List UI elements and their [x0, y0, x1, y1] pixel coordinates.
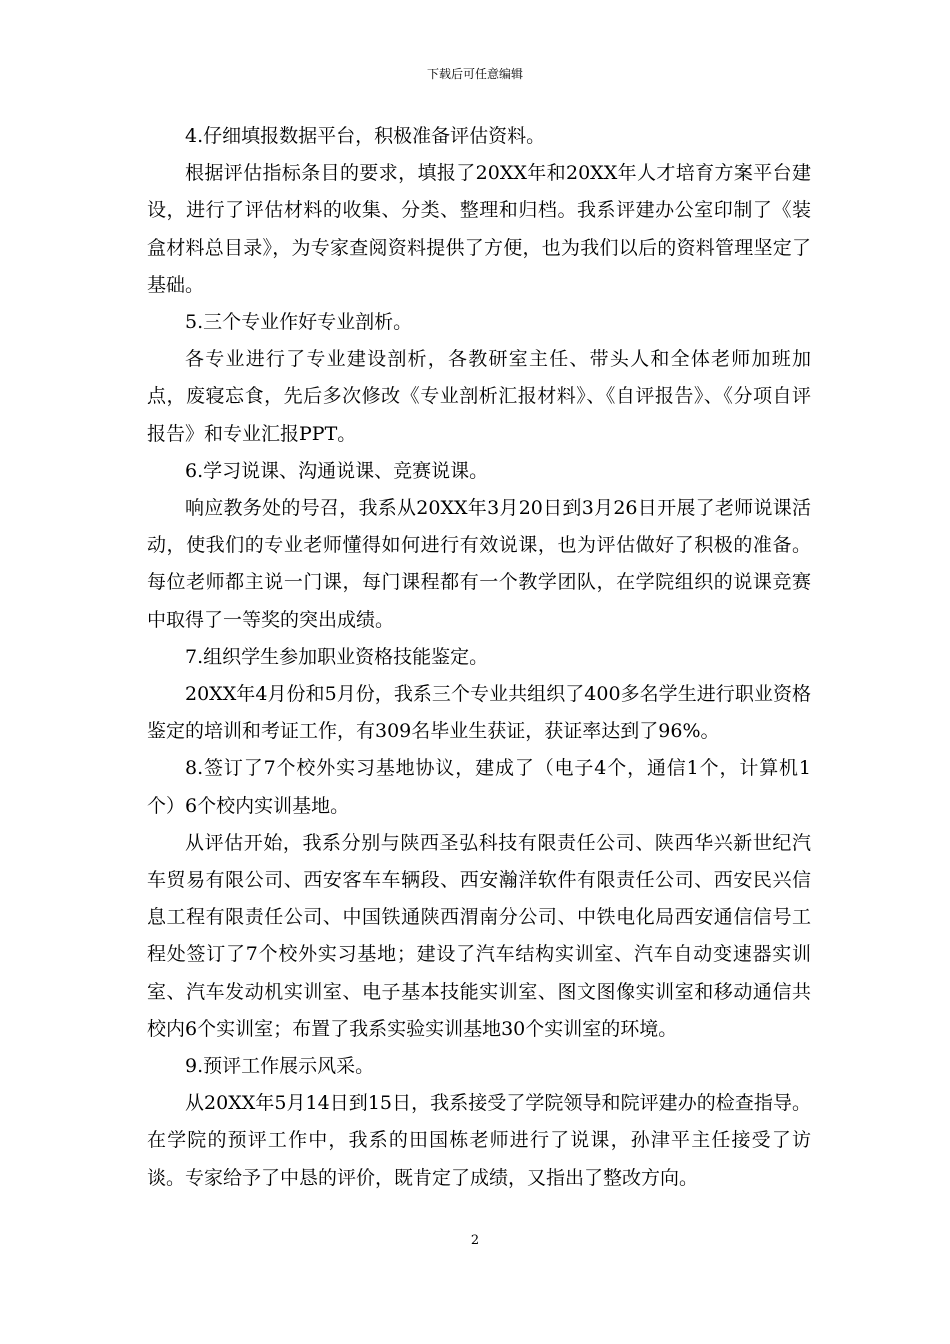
paragraph-item-6: 响应教务处的号召，我系从20XX年3月20日到3月26日开展了老师说课活动，使我们的专业老师懂得如何进行有效说课，也为评估做好了积极的准备。每位老师都主说一门课，每门课程都有一个教学团队，在学院组织的说课竞赛中取得了一等奖的突出成绩。 [147, 497, 811, 631]
paragraph-item-7: 20XX年4月份和5月份，我系三个专业共组织了400多名学生进行职业资格鉴定的培训和考证工作，有309名毕业生获证，获证率达到了96%。 [147, 683, 811, 743]
heading-item-5: 5.三个专业作好专业剖析。 [185, 311, 413, 334]
heading-item-6: 6.学习说课、沟通说课、竞赛说课。 [185, 459, 489, 482]
page-number: 2 [470, 1233, 480, 1248]
paragraph-item-5: 各专业进行了专业建设剖析，各教研室主任、带头人和全体老师加班加点，废寝忘食，先后多次修改《专业剖析汇报材料》、《自评报告》、《分项自评报告》和专业汇报PPT。 [147, 348, 811, 445]
heading-item-7: 7.组织学生参加职业资格技能鉴定。 [185, 645, 489, 668]
paragraph-item-9: 从20XX年5月14日到15日，我系接受了学院领导和院评建办的检查指导。在学院的预评工作中，我系的田国栋老师进行了说课，孙津平主任接受了访谈。专家给予了中恳的评价，既肯定了成绩，又指出了整改方向。 [147, 1092, 811, 1189]
heading-item-4: 4.仔细填报数据平台，积极准备评估资料。 [185, 125, 546, 147]
heading-item-8: 8.签订了7个校外实习基地协议，建成了（电子4个，通信1个，计算机1个）6个校内实训基地。 [147, 757, 811, 817]
paragraph-item-8: 从评估开始，我系分别与陕西圣弘科技有限责任公司、陕西华兴新世纪汽车贸易有限公司、西安客车车辆段、西安瀚洋软件有限责任公司、西安民兴信息工程有限责任公司、中国铁通陕西渭南分公司、中铁电化局西安通信信号工程处签订了7个校外实习基地；建设了汽车结构实训室、汽车自动变速器实训室、汽车发动机实训室、电子基本技能实训室、图文图像实训室和移动通信共校内6个实训室；布置了我系实验实训基地30个实训室的环境。 [147, 831, 811, 1040]
heading-item-9: 9.预评工作展示风采。 [185, 1055, 375, 1078]
document-body [147, 118, 811, 1197]
paragraph-item-4: 根据评估指标条目的要求，填报了20XX年和20XX年人才培育方案平台建设，进行了评估材料的收集、分类、整理和归档。我系评建办公室印制了《装盒材料总目录》，为专家查阅资料提供了方便，也为我们以后的资料管理坚定了基础。 [147, 162, 811, 296]
page-header: 下载后可任意编辑 [426, 67, 523, 81]
